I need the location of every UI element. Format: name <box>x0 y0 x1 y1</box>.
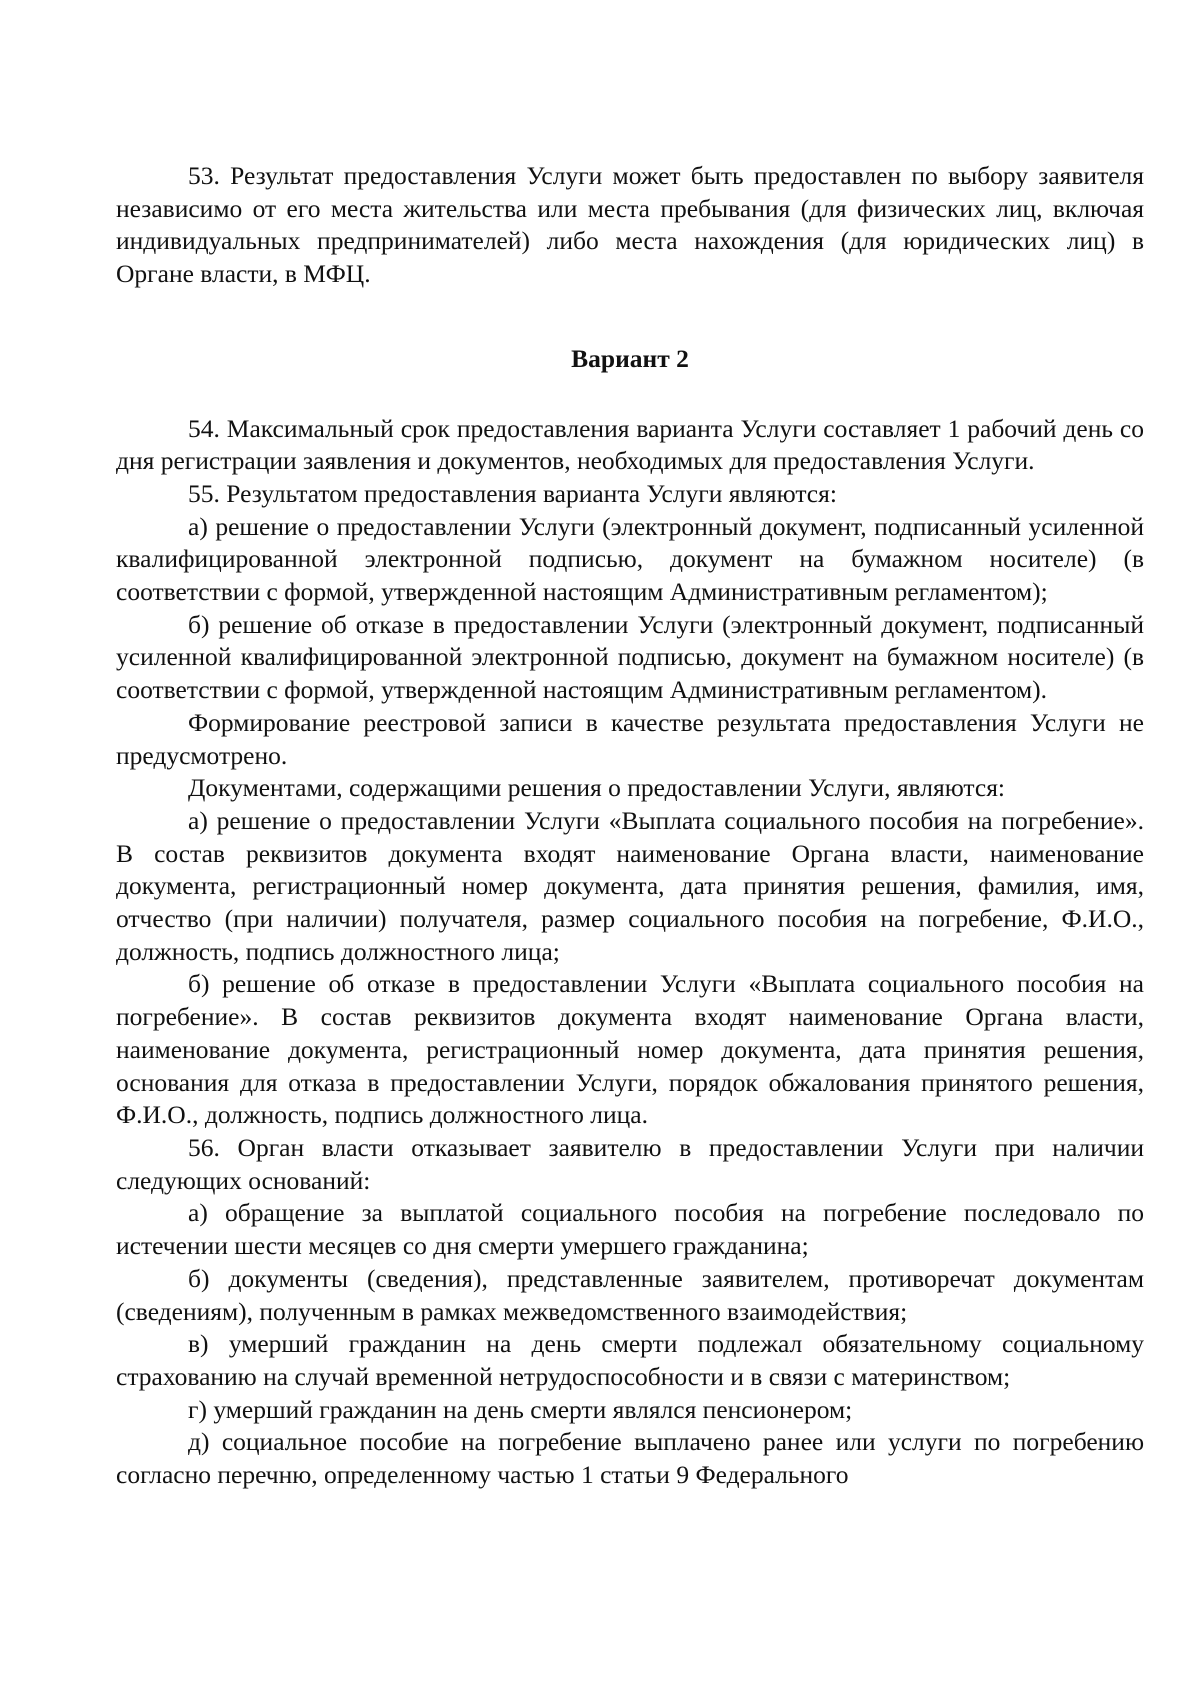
paragraph-55-b: б) решение об отказе в предоставлении Услуги (электронный документ, подписанный усиленной квалифицированной электронной подписью, документ на бумажном носителе) (в соответствии с формой, утвержденной настоящим Административным регламентом). <box>116 609 1144 705</box>
paragraph-55: 55. Результатом предоставления варианта Услуги являются: <box>188 478 837 508</box>
paragraph-56-d: д) социальное пособие на погребение выплачено ранее или услуги по погребению согласно перечню, определенному частью 1 статьи 9 Федерального <box>116 1427 1144 1490</box>
paragraph-56-a: а) обращение за выплатой социального пособия на погребение последовало по истечении шести месяцев со дня смерти умершего гражданина; <box>116 1198 1144 1261</box>
section-heading: Вариант 2 <box>571 343 689 373</box>
paragraph-56-b: б) документы (сведения), представленные заявителем, противоречат документам (сведениям), полученным в рамках межведомственного взаимодействия; <box>116 1263 1144 1326</box>
paragraph-documents-a: а) решение о предоставлении Услуги «Выплата социального пособия на погребение». В состав реквизитов документа входят наименование Органа власти, наименование документа, регистрационный номер документа, дата принятия решения, фамилия, имя, отчество (при наличии) получателя, размер социального пособия на погребение, Ф.И.О., должность, подпись должностного лица; <box>116 805 1144 966</box>
paragraph-54: 54. Максимальный срок предоставления варианта Услуги составляет 1 рабочий день со дня регистрации заявления и документов, необходимых для предоставления Услуги. <box>116 413 1144 476</box>
paragraph-documents-b: б) решение об отказе в предоставлении Услуги «Выплата социального пособия на погребение». В состав реквизитов документа входят наименование Органа власти, наименование документа, регистрационный номер документа, дата принятия решения, основания для отказа в предоставлении Услуги, порядок обжалования принятого решения, Ф.И.О., должность, подпись должностного лица. <box>116 969 1144 1130</box>
paragraph-registry-record: Формирование реестровой записи в качестве результата предоставления Услуги не предусмотрено. <box>116 707 1144 770</box>
paragraph-55-a: а) решение о предоставлении Услуги (электронный документ, подписанный усиленной квалифицированной электронной подписью, документ на бумажном носителе) (в соответствии с формой, утвержденной настоящим Административным регламентом); <box>116 511 1144 607</box>
paragraph-56-g: г) умерший гражданин на день смерти являлся пенсионером; <box>188 1394 853 1424</box>
paragraph-56-v: в) умерший гражданин на день смерти подлежал обязательному социальному страхованию на случай временной нетрудоспособности и в связи с материнством; <box>116 1329 1144 1391</box>
paragraph-53: 53. Результат предоставления Услуги может быть предоставлен по выбору заявителя независимо от его места жительства или места пребывания (для физических лиц, включая индивидуальных предпринимателей) либо места нахождения (для юридических лиц) в Органе власти, в МФЦ. <box>116 161 1144 289</box>
paragraph-56: 56. Орган власти отказывает заявителю в предоставлении Услуги при наличии следующих оснований: <box>116 1132 1144 1195</box>
paragraph-documents-intro: Документами, содержащими решения о предоставлении Услуги, являются: <box>188 773 1006 803</box>
document-body <box>116 160 1144 1492</box>
